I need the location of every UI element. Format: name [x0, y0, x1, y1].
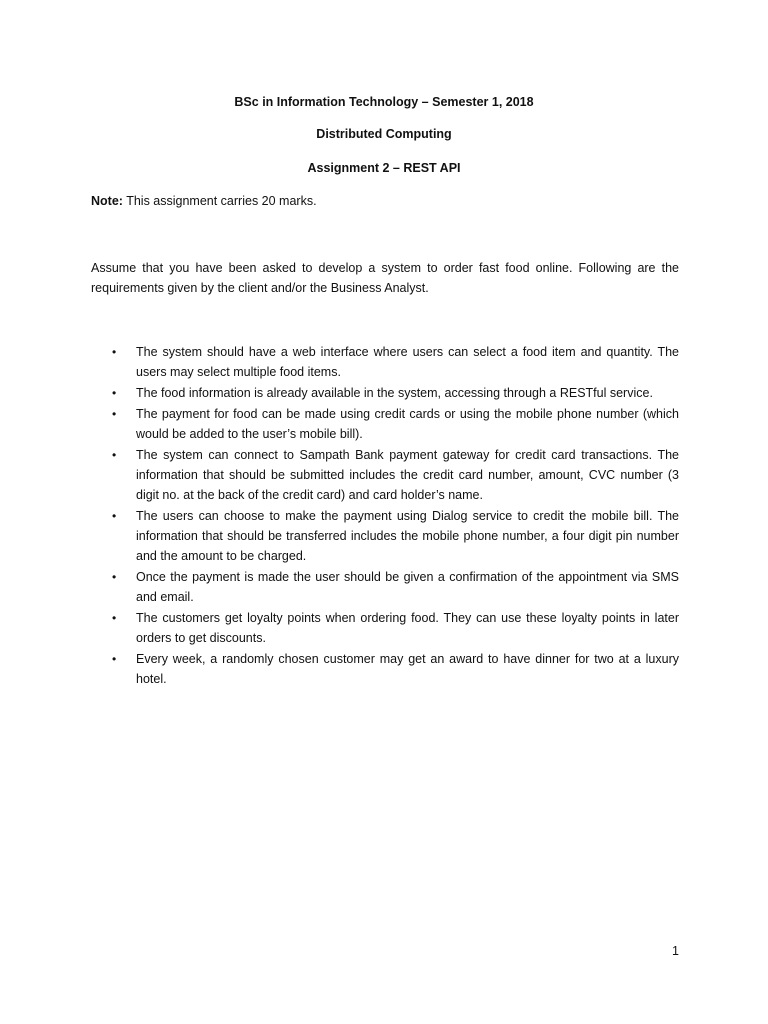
bullet-icon: •	[112, 345, 117, 359]
list-item-text: Once the payment is made the user should be given a confirmation of the appointment via SMS and email.	[136, 570, 679, 604]
list-item	[91, 608, 679, 648]
bullet-icon: •	[112, 570, 117, 584]
bullet-icon: •	[112, 509, 117, 523]
requirements-list	[91, 342, 679, 690]
bullet-icon: •	[112, 611, 117, 625]
bullet-icon: •	[112, 407, 117, 421]
list-item-text: Every week, a randomly chosen customer may get an award to have dinner for two at a luxury hotel.	[136, 652, 679, 686]
assignment-title: Assignment 2 – REST API	[307, 161, 461, 175]
list-item-text: The system can connect to Sampath Bank payment gateway for credit card transactions. The information that should be submitted includes the credit card number, amount, CVC number (3 digit no. at the back of the credit card) and card holder’s name.	[136, 448, 679, 502]
bullet-icon: •	[112, 652, 117, 666]
list-item-text: The payment for food can be made using credit cards or using the mobile phone number (which would be added to the user’s mobile bill).	[136, 407, 679, 441]
module-title: Distributed Computing	[316, 127, 452, 141]
list-item	[91, 649, 679, 689]
bullet-icon: •	[112, 448, 117, 462]
list-item-text: The system should have a web interface where users can select a food item and quantity. The users may select multiple food items.	[136, 345, 679, 379]
course-title: BSc in Information Technology – Semester 1, 2018	[234, 95, 534, 109]
note-label: Note:	[91, 194, 123, 208]
list-item	[91, 567, 679, 607]
note-text: This assignment carries 20 marks.	[122, 194, 317, 208]
note-paragraph	[91, 193, 681, 209]
list-item-text: The customers get loyalty points when ordering food. They can use these loyalty points in later orders to get discounts.	[136, 611, 679, 645]
intro-paragraph: Assume that you have been asked to develop a system to order fast food online. Following are the requirements given by the client and/or the Business Analyst.	[91, 261, 679, 295]
list-item	[91, 404, 679, 444]
list-item	[91, 383, 679, 403]
list-item	[91, 342, 679, 382]
list-item-text: The food information is already available in the system, accessing through a RESTful service.	[136, 386, 653, 400]
list-item	[91, 506, 679, 566]
bullet-icon: •	[112, 386, 117, 400]
list-item-text: The users can choose to make the payment using Dialog service to credit the mobile bill. The information that should be transferred includes the mobile phone number, a four digit pin number and the amount to be charged.	[136, 509, 679, 563]
list-item	[91, 445, 679, 505]
page-number: 1	[672, 944, 679, 958]
